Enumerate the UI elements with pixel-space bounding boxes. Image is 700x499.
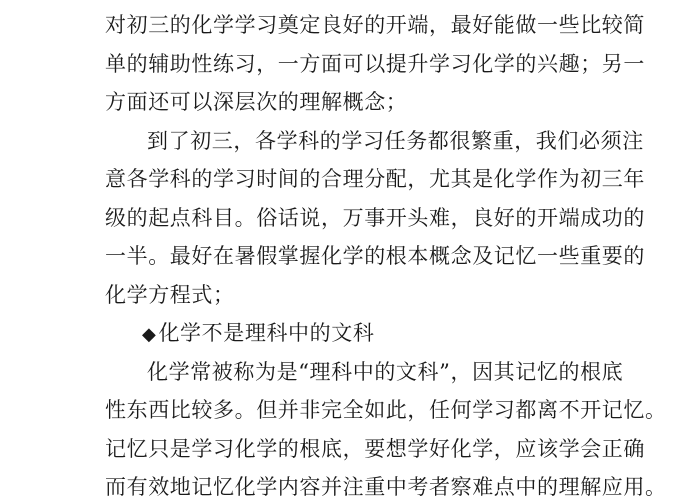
- paragraph-1-line-1: 对初三的化学学习奠定良好的开端，最好能做一些比较简: [105, 13, 645, 37]
- paragraph-3-line-2: 性东西比较多。但并非完全如此，任何学习都离不开记忆。: [105, 398, 667, 422]
- paragraph-1-line-2: 单的辅助性练习，一方面可以提升学习化学的兴趣；另一: [105, 52, 645, 76]
- section-heading: [142, 321, 642, 347]
- paragraph-3-line-3: 记忆只是学习化学的根底，要想学好化学，应该学会正确: [105, 437, 645, 461]
- section-heading-text: 化学不是理科中的文科: [158, 321, 375, 345]
- paragraph-1-line-3: 方面还可以深层次的理解概念；: [105, 90, 408, 114]
- paragraph-3-line-1: 化学常被称为是“理科中的文科”，因其记忆的根底: [147, 360, 624, 384]
- paragraph-2-line-5: 化学方程式；: [105, 283, 235, 307]
- paragraph-2-line-4: 一半。最好在暑假掌握化学的根本概念及记忆一些重要的: [105, 244, 645, 268]
- paragraph-3-line-4: 而有效地记忆化学内容并注重中考者察难点中的理解应用。: [105, 475, 667, 499]
- paragraph-2-line-2: 意各学科的学习时间的合理分配，尤其是化学作为初三年: [105, 167, 645, 191]
- paragraph-2-line-1: 到了初三，各学科的学习任务都很繁重，我们必须注: [147, 129, 644, 153]
- diamond-bullet-icon: ◆: [142, 324, 157, 345]
- paragraph-2-line-3: 级的起点科目。俗话说，万事开头难，良好的开端成功的: [105, 206, 645, 230]
